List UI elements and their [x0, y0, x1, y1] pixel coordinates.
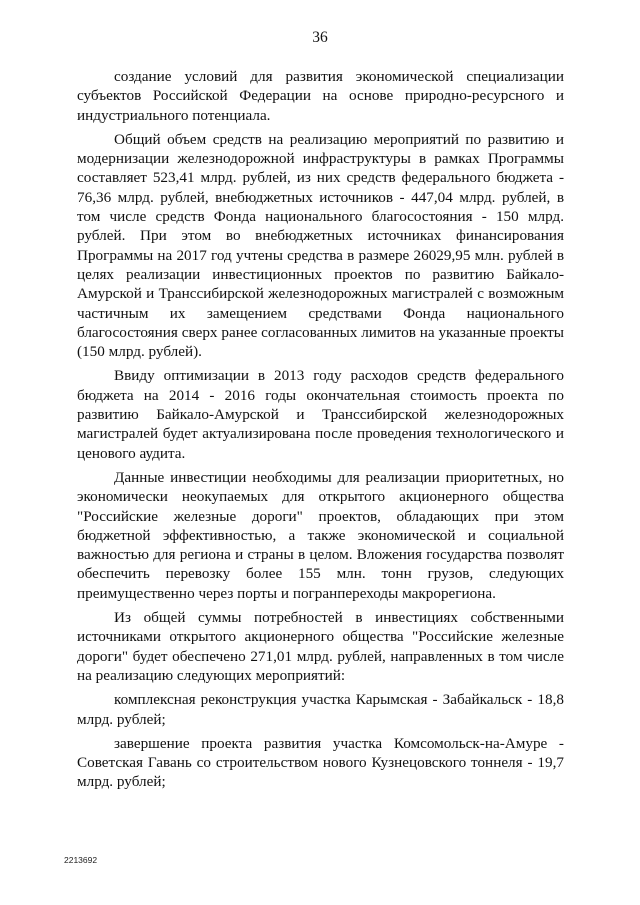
paragraph-4: Данные инвестиции необходимы для реализации приоритетных, но экономически неокупаемых для открытого акционерного общества "Российские железные дороги" проектов, обладающих при этом бюджетной эффективностью, а также экономической и социальной важностью для региона и страны в целом. Вложения государства позволят обеспечить перевозку более 155 млн. тонн грузов, следующих преимущественно через порты и погранпереходы макрорегиона. [77, 468, 564, 602]
list-item-komsomolsk: завершение проекта развития участка Комсомольск-на-Амуре - Советская Гавань со строительством нового Кузнецовского тоннеля - 19,7 млрд. рублей; [77, 734, 564, 791]
page-number: 36 [312, 29, 328, 46]
paragraph-5: Из общей суммы потребностей в инвестициях собственными источниками открытого акционерного общества "Российские железные дороги" будет обеспечено 271,01 млрд. рублей, направленных в том числе на реализацию следующих мероприятий: [77, 609, 564, 684]
document-body [77, 67, 564, 797]
list-item-karymskaya: комплексная реконструкция участка Карымская - Забайкальск - 18,8 млрд. рублей; [77, 691, 564, 728]
paragraph-2: Общий объем средств на реализацию мероприятий по развитию и модернизации железнодорожной инфраструктуры в рамках Программы составляет 523,41 млрд. рублей, из них средств федерального бюджета - 76,36 млрд. рублей, внебюджетных источников - 447,04 млрд. рублей, в том числе средств Фонда национального благосостояния - 150 млрд. рублей. При этом во внебюджетных источниках финансирования Программы на 2017 год учтены средства в размере 26029,95 млн. рублей в целях реализации инвестиционных проектов по развитию Байкало-Амурской и Транссибирской железнодорожных магистралей с возможным частичным их замещением средствами Фонда национального благосостояния сверх ранее согласованных лимитов на указанные проекты (150 млрд. рублей). [77, 130, 564, 361]
paragraph-3: Ввиду оптимизации в 2013 году расходов средств федерального бюджета на 2014 - 2016 годы окончательная стоимость проекта по развитию Байкало-Амурской и Транссибирской железнодорожных магистралей будет актуализирована после проведения технологического и ценового аудита. [77, 367, 564, 462]
document-code: 2213692 [64, 855, 98, 865]
paragraph-1: создание условий для развития экономической специализации субъектов Российской Федерации на основе природно-ресурсного и индустриального потенциала. [77, 68, 564, 124]
